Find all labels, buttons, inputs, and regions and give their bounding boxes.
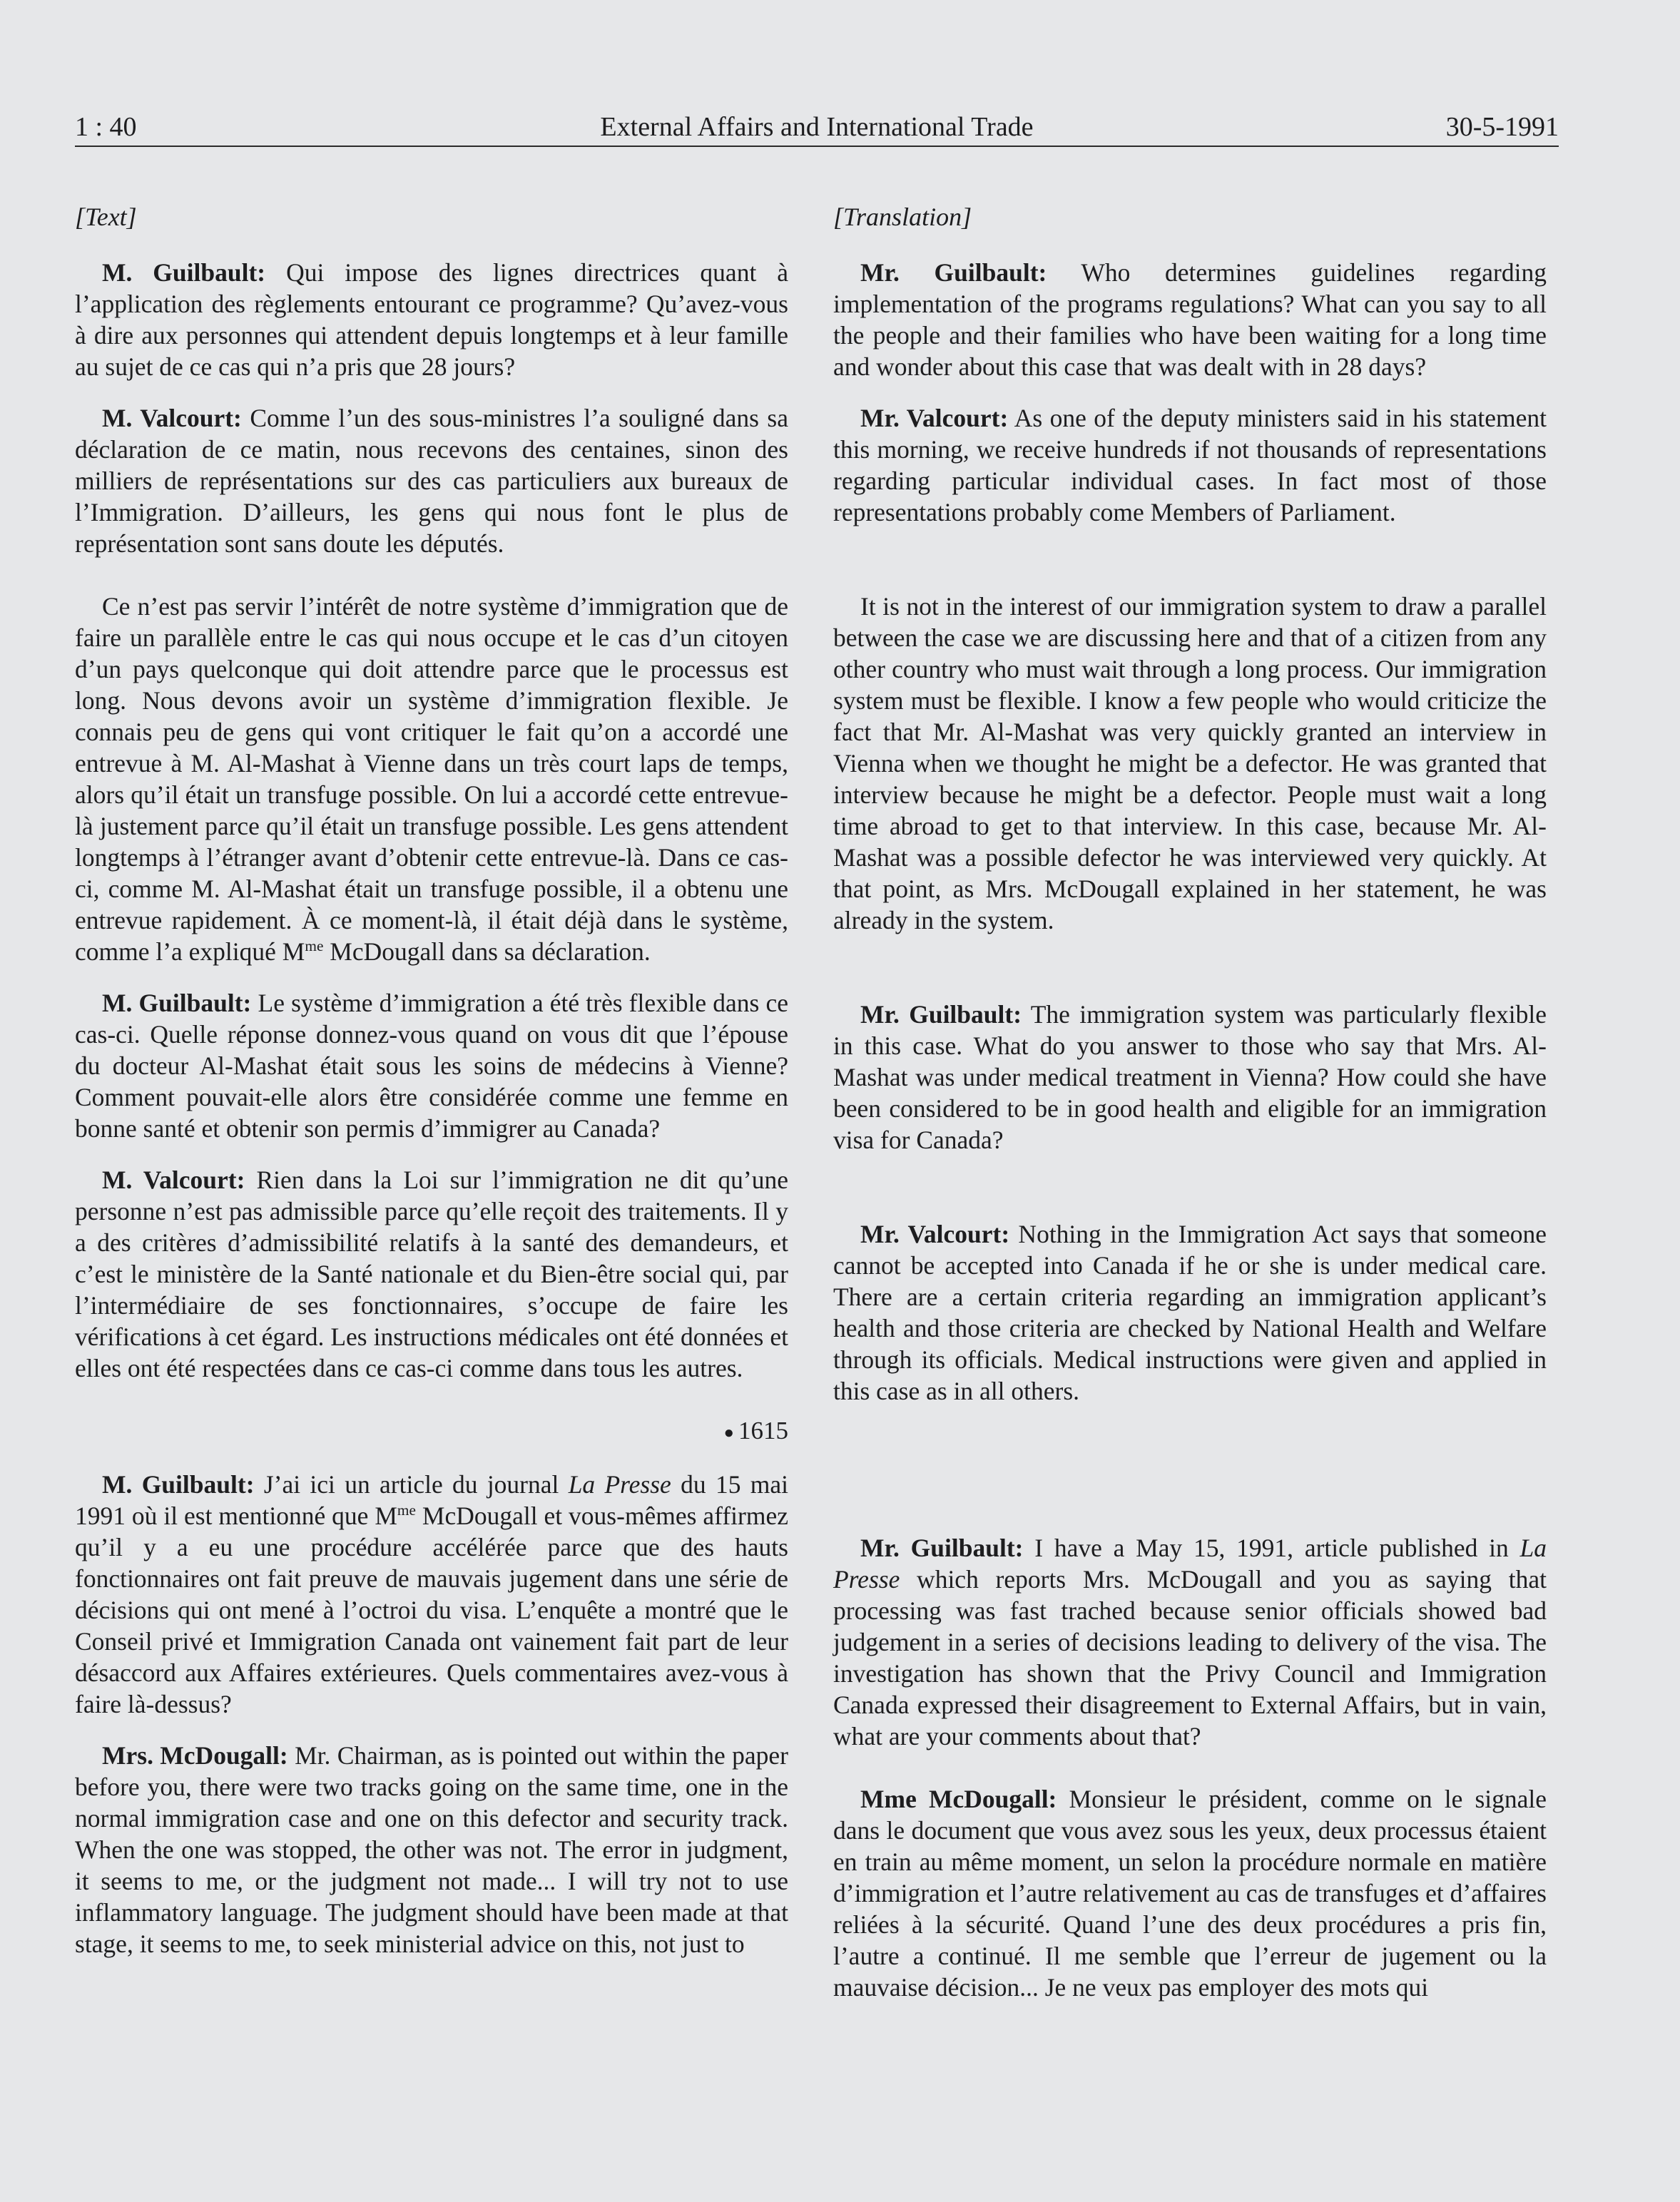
speaker-name: M. Valcourt: <box>102 1166 245 1194</box>
paragraph <box>833 1218 1547 1407</box>
paragraph-text: It is not in the interest of our immigration system to draw a parallel between the case we are discussing here and that of a citizen from any other country who must wait through a long process. Our immigration system must be flexible. I know a few people who would criticize the fact that Mr. Al-Mashat was very quickly granted an interview in Vienna when we thought he might be a defector. He was granted that interview because he might be a defector. People must wait a long time abroad to get to that interview. In this case, because Mr. Al-Mashat was a possible defector he was interviewed very quickly. At that point, as Mrs. McDougall explained in her statement, he was already in the system. <box>833 592 1547 934</box>
time-marker-text: 1615 <box>738 1417 788 1444</box>
page-number: 1 : 40 <box>75 112 137 142</box>
paragraph <box>75 1164 788 1384</box>
paragraph-text: Who determines guidelines regarding implementation of the programs regulations? What can you say to all the people and their families who have been waiting for a long time and wonder about this case that was dealt with in 28 days? <box>833 258 1547 381</box>
speaker-name: Mr. Guilbault: <box>860 1534 1024 1562</box>
paragraph <box>833 999 1547 1156</box>
left-column <box>75 191 788 1959</box>
paragraph-text: Nothing in the Immigration Act says that someone cannot be accepted into Canada if he or she is under medical care. There are a certain criteria regarding an immigration applicant’s health and those criteria are checked by National Health and Welfare through its officials. Medical instructions were given and applied in this case as in all others. <box>833 1220 1547 1405</box>
paragraph-text: Ce n’est pas servir l’intérêt de notre système d’immigration que de faire un parallèle entre le cas qui nous occupe et le cas d’un citoyen d’un pays quelconque qui doit attendre parce que le processus est long. Nous devons avoir un système d’immigration flexible. Je connais peu de gens qui vont critiquer le fait qu’on a accordé une entrevue à M. Al-Mashat à Vienne dans un très court laps de temps, alors qu’il était un transfuge possible. On lui a accordé cette entrevue-là justement parce qu’il était un transfuge possible. Les gens attendent longtemps à l’étranger avant d’obtenir cette entrevue-là. Dans ce cas-ci, comme M. Al-Mashat était un transfuge possible, il a obtenu une entrevue rapidement. À ce moment-là, il était déjà dans le système, comme l’a expliqué M <box>75 592 788 966</box>
paragraph-text: The immigration system was particularly flexible in this case. What do you answer to those who say that Mrs. Al-Mashat was under medical treatment in Vienna? How could she have been considered to be in good health and eligible for an immigration visa for Canada? <box>833 1000 1547 1154</box>
paragraph-text: McDougall dans sa déclaration. <box>323 937 651 966</box>
paragraph <box>75 402 788 559</box>
paragraph <box>833 591 1547 936</box>
speaker-name: Mme McDougall: <box>860 1785 1057 1813</box>
paragraph-text: Mr. Chairman, as is pointed out within the paper before you, there were two tracks going on the same time, one in the normal immigration case and one on this defector and security track. When the one was stopped, the other was not. The error in judgment, it seems to me, or the judgment not made... I will try not to use inflammatory language. The judgment should have been made at that stage, it seems to me, to seek ministerial advice on this, not just to <box>75 1740 788 1958</box>
running-header <box>75 108 1559 147</box>
header-date: 30-5-1991 <box>1445 112 1559 142</box>
publication-title: External Affairs and International Trade <box>600 112 1034 142</box>
speaker-name: M. Guilbault: <box>102 1469 255 1499</box>
time-marker <box>75 1415 788 1449</box>
paragraph-text: McDougall et vous-mêmes affirmez qu’il y a eu une procédure accélérée parce que des hauts fonctionnaires ont fait preuve de mauvais jugement dans une série de décisions qui ont mené à l’octroi du visa. L’enquête a montré que le Conseil privé et Immigration Canada ont vainement fait part de leur désaccord aux Affaires extérieures. Quels commentaires avez-vous à faire là-dessus? <box>75 1501 788 1718</box>
speaker-name: M. Guilbault: <box>102 258 266 287</box>
paragraph-text: Le système d’immigration a été très flexible dans ce cas-ci. Quelle réponse donnez-vous quand on vous dit que l’épouse du docteur Al-Mashat était sous les soins de médecins à Vienne? Comment pouvait-elle alors être considérée comme une femme en bonne santé et obtenir son permis d’immigrer au Canada? <box>75 989 788 1143</box>
translation-tag: [Translation] <box>833 203 972 231</box>
paragraph <box>833 402 1547 528</box>
paragraph-text: Comme l’un des sous-ministres l’a souligné dans sa déclaration de ce matin, nous recevons des centaines, sinon des milliers de représentations sur des cas particuliers aux bureaux de l’Immigration. D’ailleurs, les gens qui nous font le plus de représentation sont sans doute les députés. <box>75 404 788 558</box>
paragraph <box>75 257 788 382</box>
paragraph <box>75 987 788 1144</box>
text-tag: [Text] <box>75 203 137 231</box>
paragraph-text: Monsieur le président, comme on le signale dans le document que vous avez sous les yeux, deux processus étaient en train au même moment, un selon la procédure normale en matière d’immigration et l’autre relativement au cas de transfuges et d’affaires reliées à la sécurité. Quand l’une des deux procédures a pris fin, l’autre a continué. Il me semble que l’erreur de jugement ou la mauvaise décision... Je ne veux pas employer des mots qui <box>833 1785 1547 2002</box>
superscript: me <box>305 937 324 955</box>
paragraph-text: As one of the deputy ministers said in his statement this morning, we receive hundreds if not thousands of representations regarding particular individual cases. In fact most of those representations probably come Members of Parliament. <box>833 404 1547 526</box>
bullet-icon: ● <box>723 1423 734 1442</box>
speaker-name: Mr. Guilbault: <box>860 1000 1022 1029</box>
speaker-name: M. Guilbault: <box>102 989 252 1017</box>
superscript: me <box>397 1502 416 1519</box>
paragraph-text: I have a May 15, 1991, article published in <box>1023 1534 1520 1562</box>
speaker-name: Mr. Guilbault: <box>860 258 1047 287</box>
speaker-name: Mrs. McDougall: <box>102 1740 288 1770</box>
paragraph <box>833 257 1547 382</box>
speaker-name: M. Valcourt: <box>102 404 242 432</box>
speaker-name: Mr. Valcourt: <box>860 404 1009 432</box>
paragraph <box>833 1783 1547 2003</box>
speaker-name: Mr. Valcourt: <box>860 1220 1010 1248</box>
paragraph-text: du 15 mai 1991 où il est mentionné que M <box>75 1469 788 1530</box>
paragraph <box>75 591 788 967</box>
paragraph-text: Rien dans la Loi sur l’immigration ne dit qu’une personne n’est pas admissible parce qu’elle reçoit des traitements. Il y a des critères d’admissibilité relatifs à la santé des demandeurs, et c’est le ministère de la Santé nationale et du Bien-être social qui, par l’intermédiaire de ses fonctionnaires, s’occupe de faire les vérifications à cet égard. Les instructions médicales ont été données et elles ont été respectées dans ce cas-ci comme dans tous les autres. <box>75 1166 788 1382</box>
paragraph <box>75 1469 788 1720</box>
paragraph <box>75 1740 788 1959</box>
paragraph-text: Qui impose des lignes directrices quant à l’application des règlements entourant ce programme? Qu’avez-vous à dire aux personnes qui attendent depuis longtemps et à leur famille au sujet de ce cas qui n’a pris que 28 jours? <box>75 258 788 381</box>
right-column <box>833 191 1547 2003</box>
paragraph <box>833 1532 1547 1752</box>
paragraph-text: J’ai ici un article du journal <box>254 1469 569 1499</box>
newspaper-title: La Presse <box>568 1469 671 1499</box>
paragraph-text: which reports Mrs. McDougall and you as saying that processing was fast trached because senior officials showed bad judgement in a series of decisions leading to delivery of the visa. The investigation has shown that the Privy Council and Immigration Canada expressed their disagreement to External Affairs, but in vain, what are your comments about that? <box>833 1565 1547 1750</box>
newspaper-title: La Presse <box>833 1534 1547 1594</box>
